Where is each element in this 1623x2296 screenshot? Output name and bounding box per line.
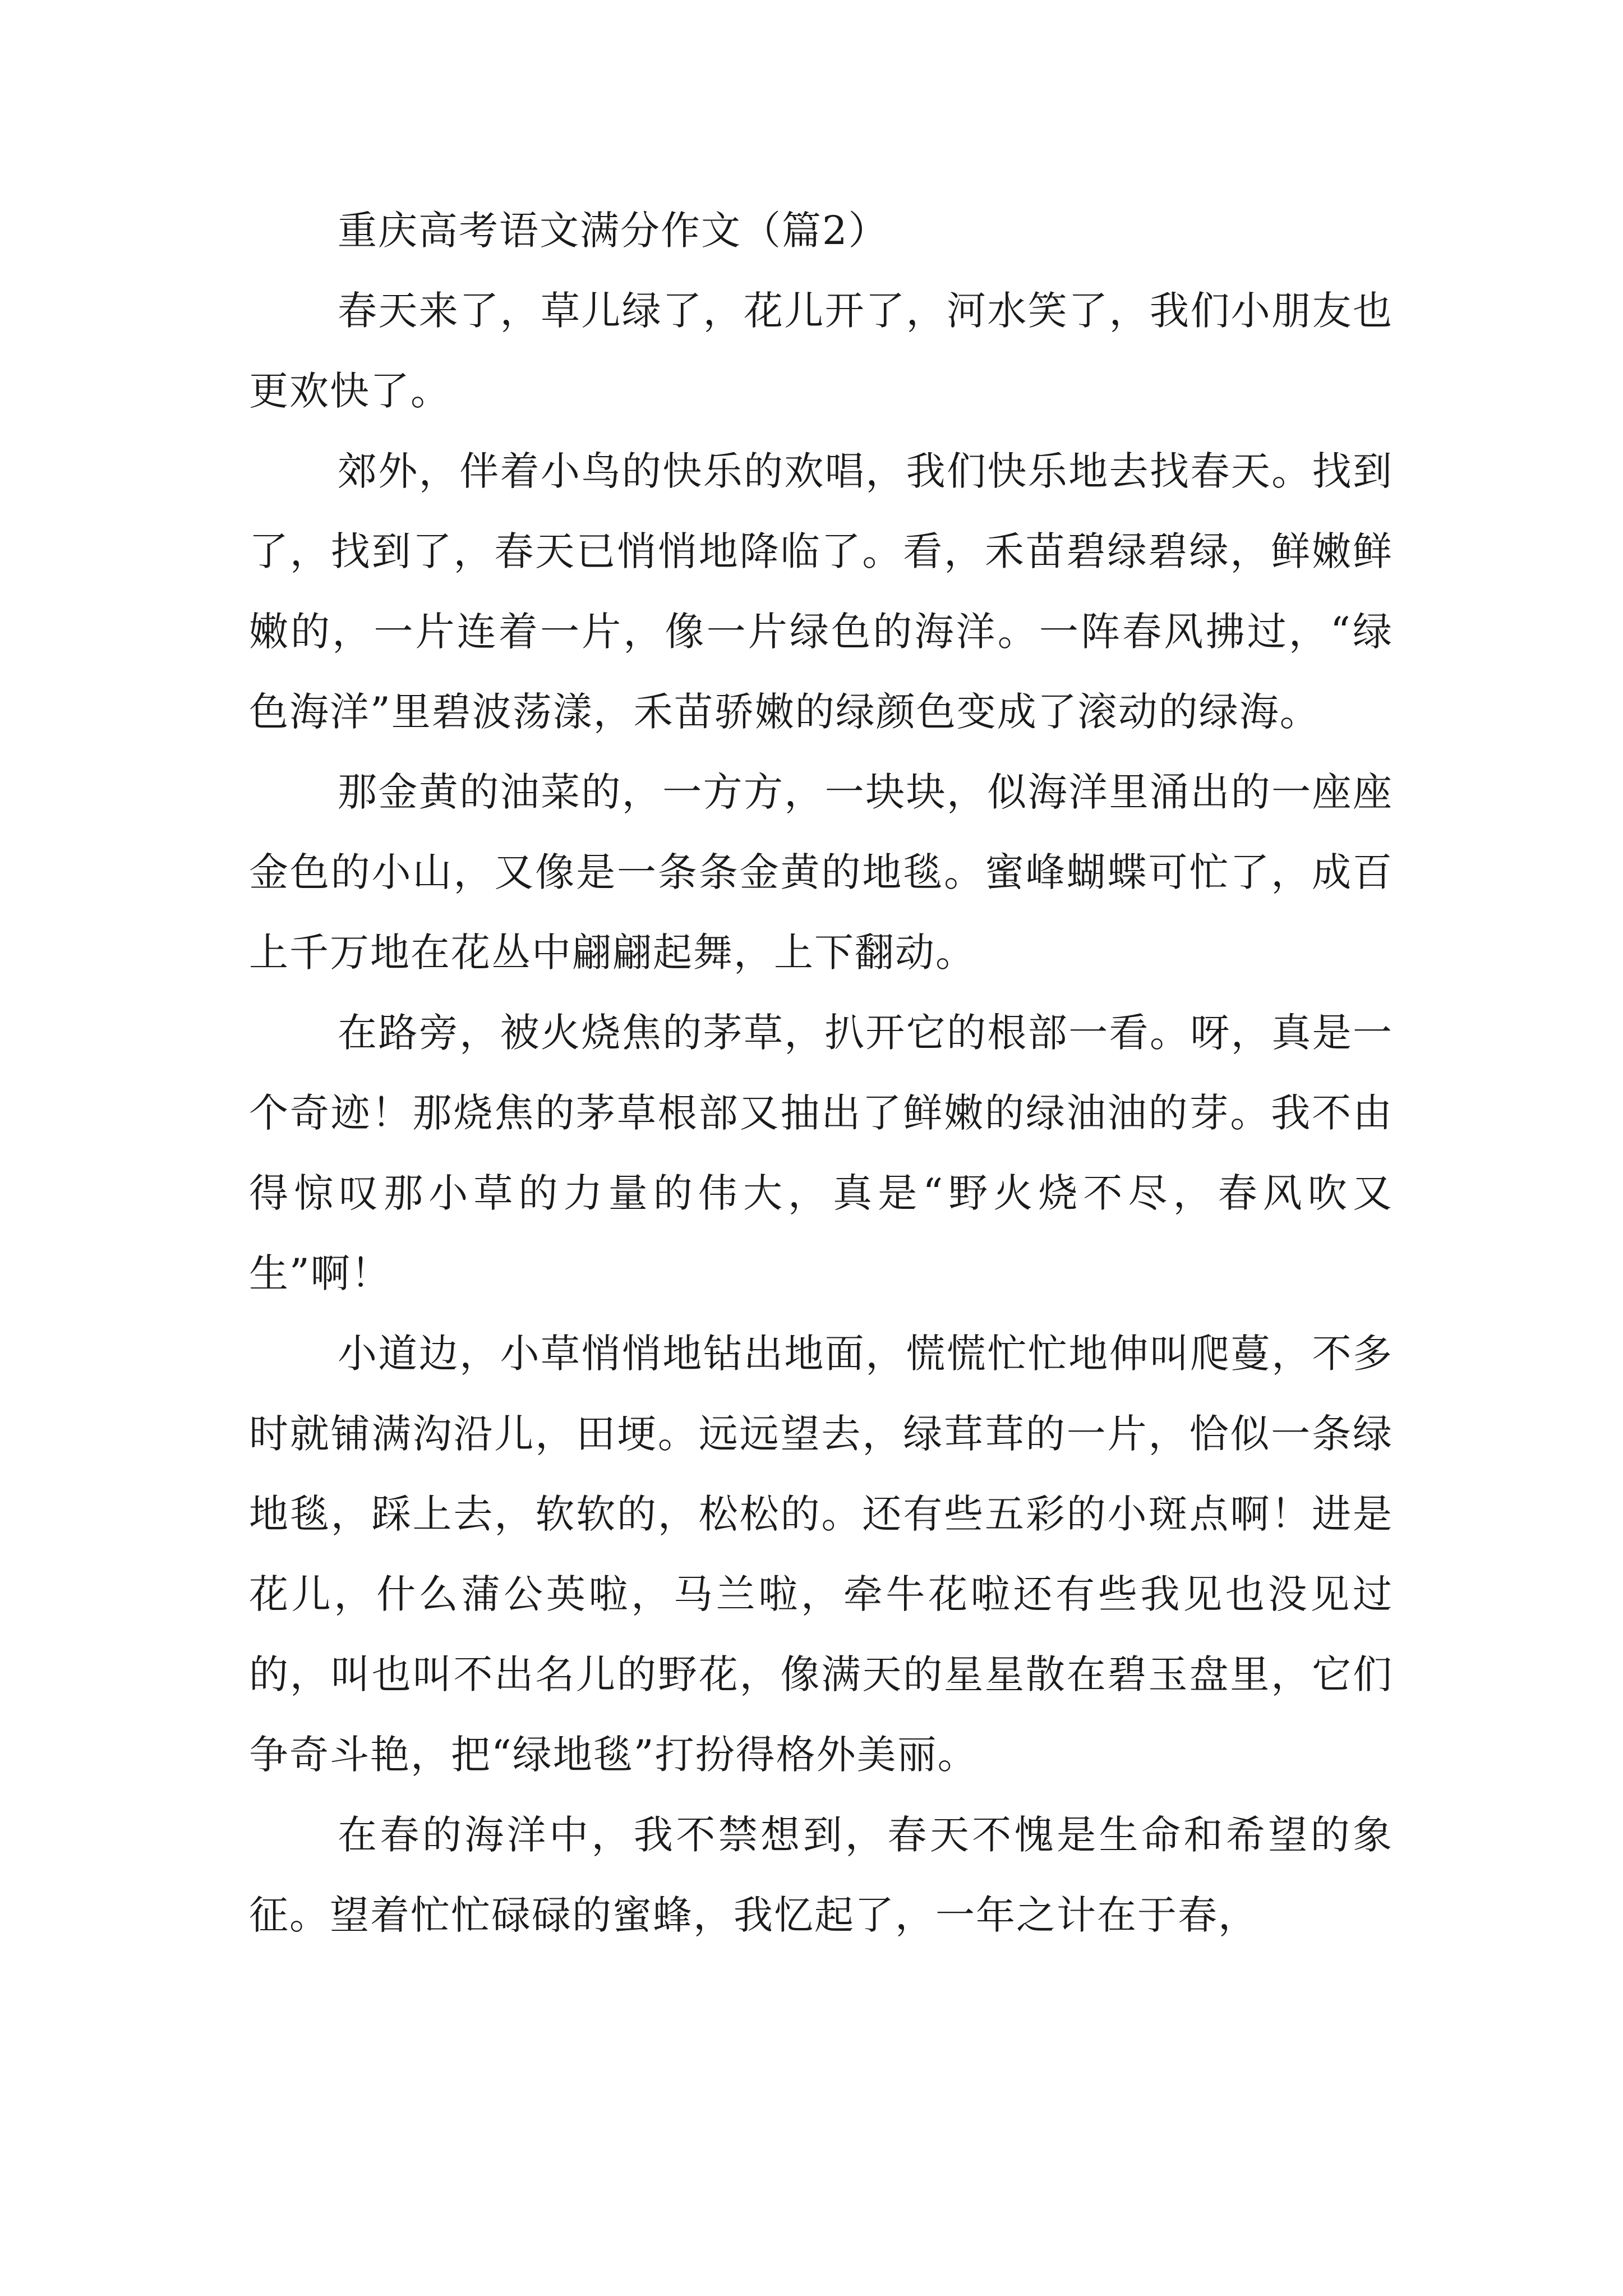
paragraph-6: 在春的海洋中，我不禁想到，春天不愧是生命和希望的象征。望着忙忙碌碌的蜜蜂，我忆起了，一年之计在于春， [249, 1812, 1393, 1938]
paragraph-4: 在路旁，被火烧焦的茅草，扒开它的根部一看。呀，真是一个奇迹！那烧焦的茅草根部又抽出了鲜嫩的绿油油的芽。我不由得惊叹那小草的力量的伟大，真是“野火烧不尽，春风吹又生”啊！ [249, 1010, 1393, 1296]
paragraph-2: 郊外，伴着小鸟的快乐的欢唱，我们快乐地去找春天。找到了，找到了，春天已悄悄地降临了。看，禾苗碧绿碧绿，鲜嫩鲜嫩的，一片连着一片，像一片绿色的海洋。一阵春风拂过，“绿色海洋”里碧波荡漾，禾苗骄嫩的绿颜色变成了滚动的绿海。 [249, 448, 1393, 735]
paragraph-1: 春天来了，草儿绿了，花儿开了，河水笑了，我们小朋友也更欢快了。 [249, 288, 1393, 414]
document-body [249, 191, 1393, 1955]
document-title: 重庆高考语文满分作文（篇2） [338, 208, 889, 254]
paragraph-3: 那金黄的油菜的，一方方，一块块，似海洋里涌出的一座座金色的小山，又像是一条条金黄的地毯。蜜峰蝴蝶可忙了，成百上千万地在花丛中翩翩起舞，上下翻动。 [249, 769, 1393, 976]
paragraph-5: 小道边，小草悄悄地钻出地面，慌慌忙忙地伸叫爬蔓，不多时就铺满沟沿儿，田埂。远远望去，绿茸茸的一片，恰似一条绿地毯，踩上去，软软的，松松的。还有些五彩的小斑点啊！进是花儿，什么蒲公英啦，马兰啦，牵牛花啦还有些我见也没见过的，叫也叫不出名儿的野花，像满天的星星散在碧玉盘里，它们争奇斗艳，把“绿地毯”打扮得格外美丽。 [249, 1331, 1393, 1778]
